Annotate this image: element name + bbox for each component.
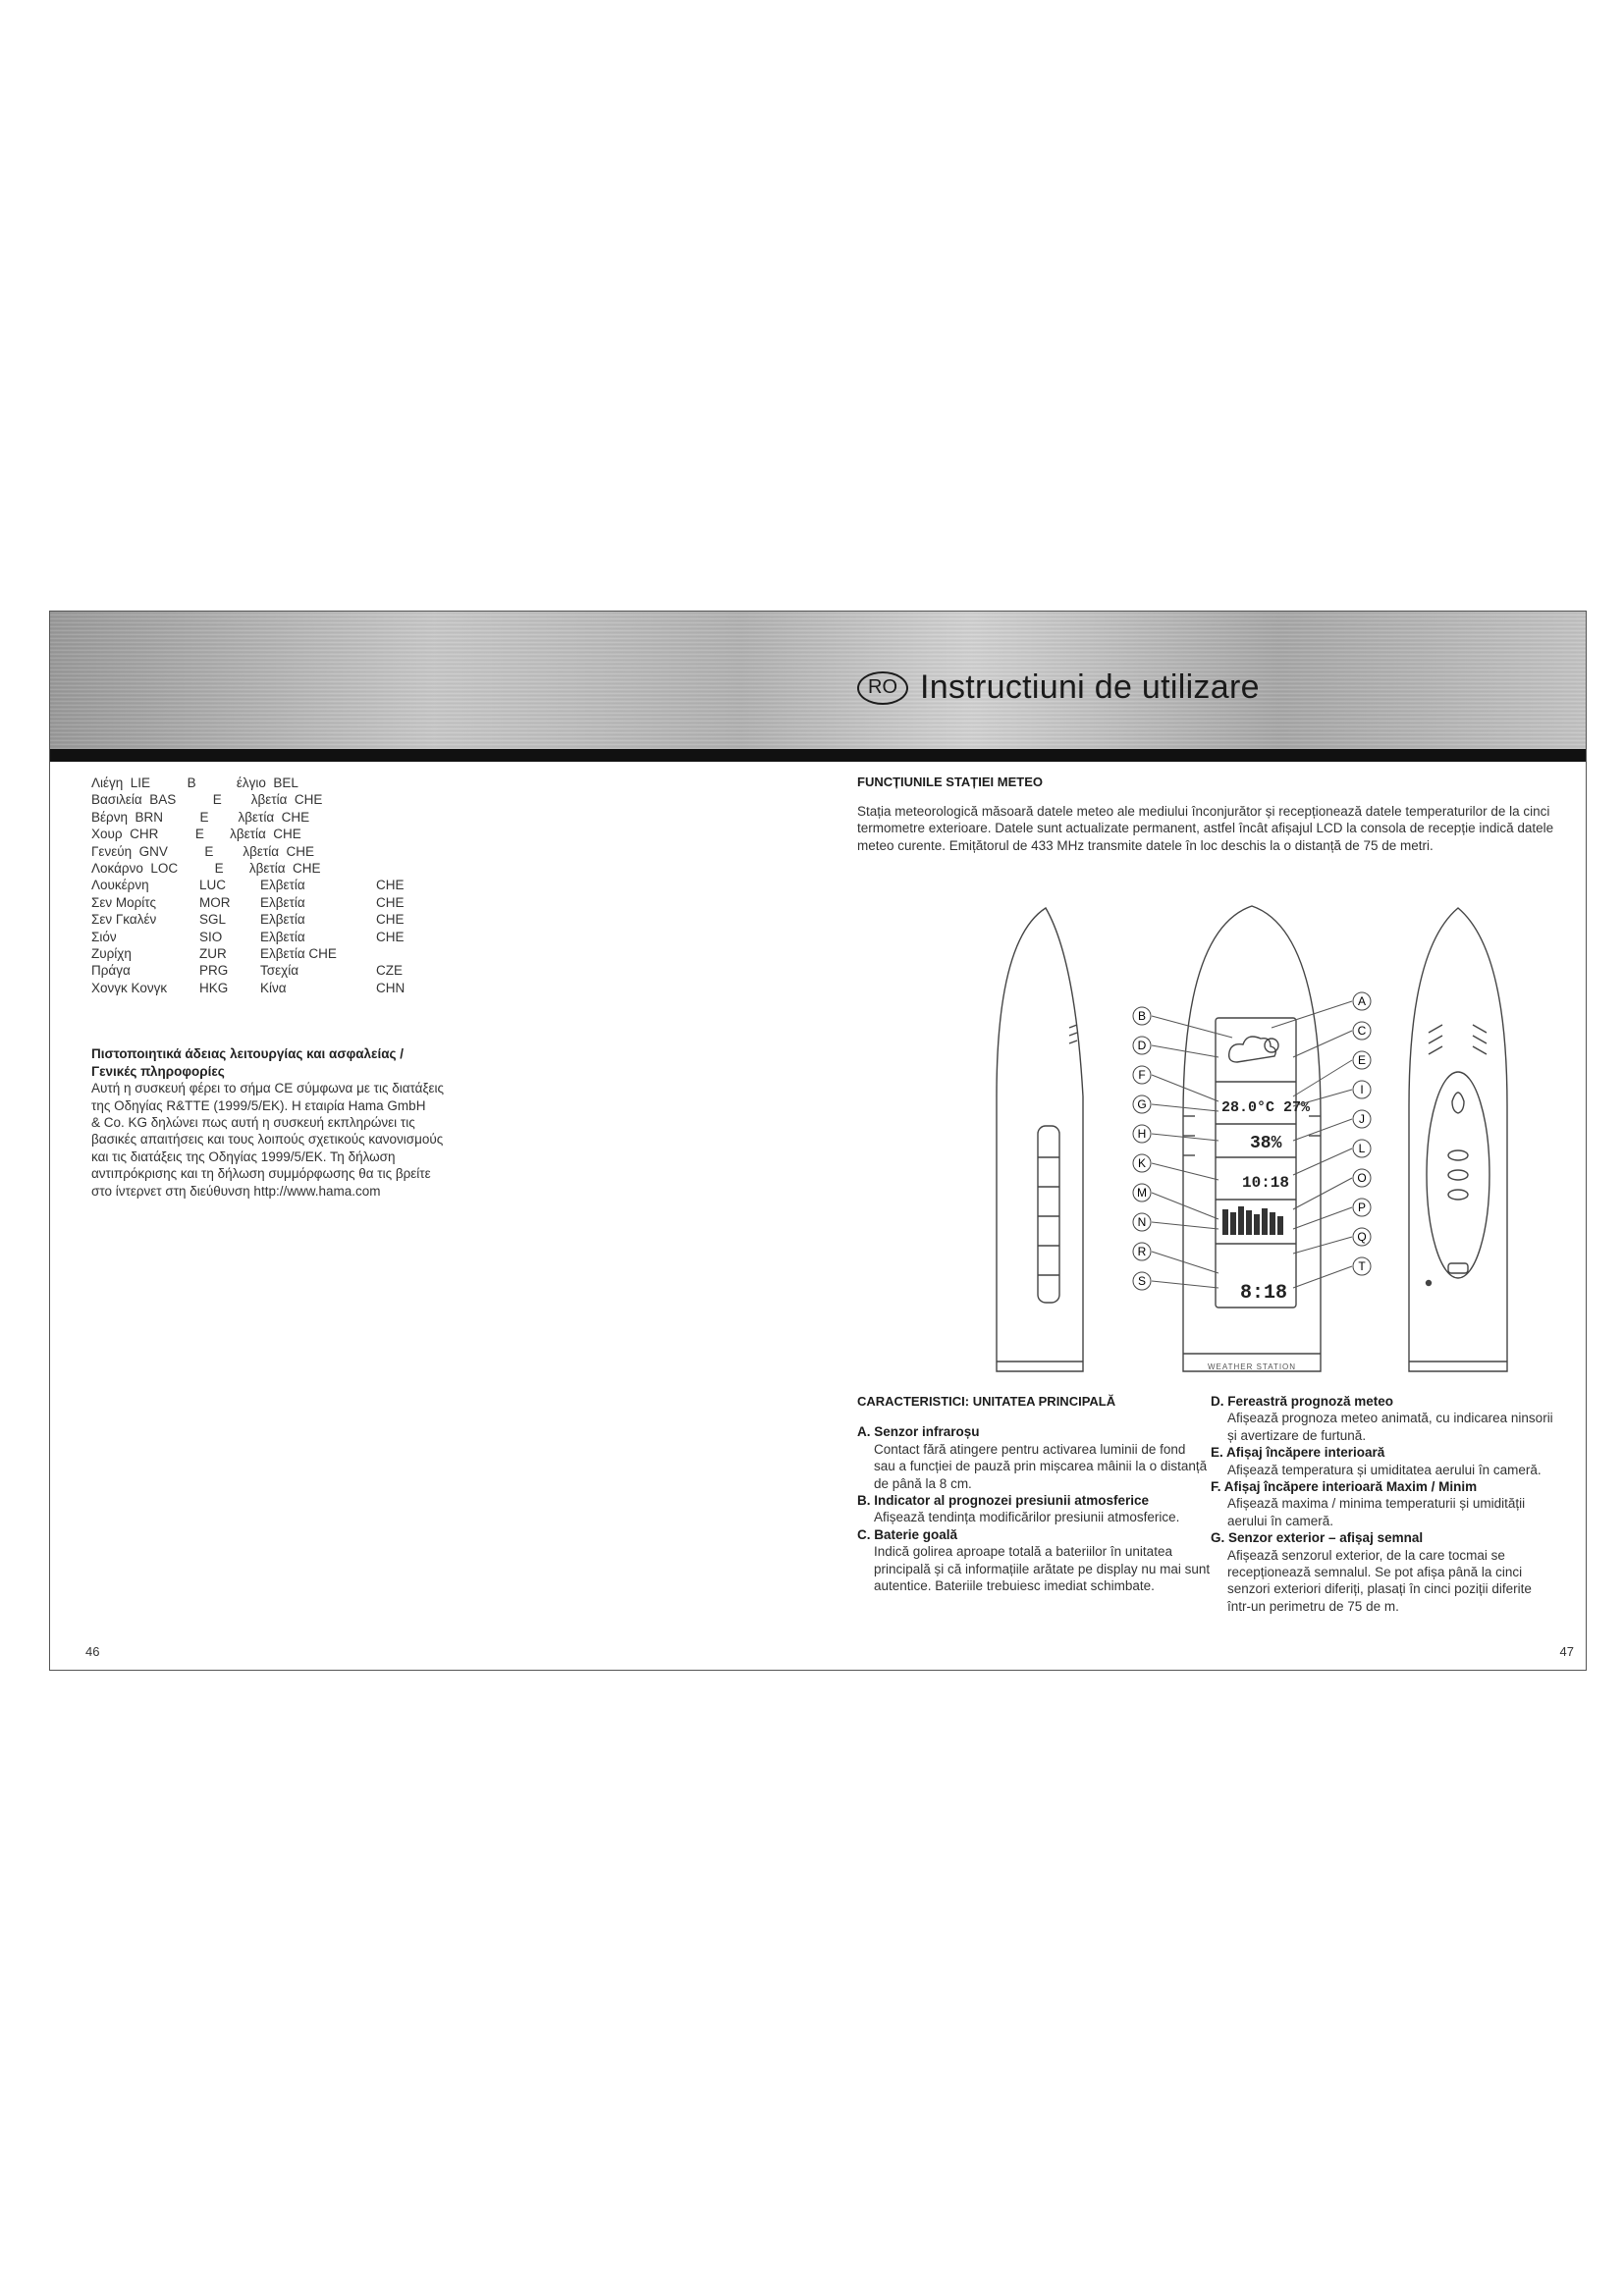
city-iso: CHE — [376, 894, 405, 910]
city-country: Ελβετία — [260, 912, 305, 928]
cert-heading-line-1: Πιστοποιητικά άδειας λειτουργίας και ασφαλείας / — [91, 1046, 405, 1062]
specs-right-column — [1211, 1393, 1554, 1615]
spec-item-text: Afișează prognoza meteo animată, cu indicarea ninsorii — [1227, 1411, 1553, 1426]
city-name: Λουκέρνη — [91, 878, 149, 893]
cert-text-line: & Co. KG δηλώνει πως αυτή η συσκευή εκπληρώνει τις — [91, 1114, 415, 1130]
cert-heading-line-2: Γενικές πληροφορίες — [91, 1063, 225, 1079]
callout-label: R — [1137, 1245, 1147, 1258]
section-title: FUNCȚIUNILE STAȚIEI METEO — [857, 774, 1043, 789]
callout-label: K — [1137, 1156, 1147, 1170]
callout-label: G — [1137, 1097, 1147, 1111]
spec-item-text: de până la 8 cm. — [874, 1475, 972, 1491]
spec-item-title: D. Fereastră prognoză meteo — [1211, 1394, 1394, 1409]
spec-item-title: A. Senzor infraroșu — [857, 1424, 980, 1440]
spec-item-text: Afișează tendința modificărilor presiunii atmosferice. — [874, 1510, 1180, 1525]
city-iso: CZE — [376, 963, 403, 979]
city-name: Σεν Μορίτς — [91, 894, 156, 910]
specs-left-column — [857, 1393, 1211, 1615]
city-row — [91, 962, 445, 979]
city-row — [91, 911, 445, 928]
certification-section — [91, 1045, 445, 1200]
city-iso: CHE — [376, 929, 405, 944]
city-country: Τσεχία — [260, 963, 299, 979]
city-country: Κίνα — [260, 980, 287, 995]
city-row — [91, 877, 445, 893]
cert-text-line: και τις διατάξεις της Οδηγίας 1999/5/ΕΚ. Τη δήλωση — [91, 1148, 396, 1164]
cert-text-line: στο ίντερνετ στη διεύθυνση http://www.hama.com — [91, 1183, 381, 1199]
spec-item-text: senzori exteriori diferiți, plasați în cinci poziții diferite — [1227, 1581, 1532, 1597]
callout-label: Q — [1357, 1230, 1367, 1244]
callout-label: D — [1137, 1039, 1147, 1052]
city-iso: CHE — [376, 912, 405, 928]
city-list — [91, 774, 445, 996]
page-number-left: 46 — [85, 1644, 100, 1659]
header-divider — [50, 749, 1586, 762]
side-view-body — [997, 908, 1083, 1371]
city-row-shifted: Βέρνη BRN E λβετία CHE — [91, 809, 310, 825]
spec-item-title: F. Afișaj încăpere interioară Maxim / Minim — [1211, 1479, 1478, 1495]
callout-label: N — [1137, 1215, 1147, 1229]
city-code: SGL — [199, 912, 227, 928]
city-code: PRG — [199, 963, 229, 979]
intro-paragraph — [857, 803, 1554, 854]
back-view-body — [1409, 908, 1507, 1371]
lcd-screen — [1216, 1018, 1296, 1308]
spec-item-text: Afișează senzorul exterior, de la care tocmai se — [1227, 1547, 1505, 1563]
intro-line: Stația meteorologică măsoară datele meteo ale mediului înconjurător și recepționează datele temperaturilor de la cinci — [857, 804, 1550, 819]
city-code: HKG — [199, 980, 229, 995]
left-page — [91, 774, 445, 1200]
weather-station-figure — [938, 900, 1556, 1381]
spec-item-text: sau a funcției de pauză prin mișcarea mâinii la o distanță — [874, 1459, 1208, 1474]
callout-label: M — [1137, 1186, 1147, 1200]
back-button — [1448, 1170, 1468, 1180]
spec-item-text: aerului în cameră. — [1227, 1513, 1334, 1528]
city-row — [91, 980, 445, 996]
right-page — [857, 774, 1554, 1614]
spec-item-text: într-un perimetru de 75 de m. — [1227, 1598, 1399, 1614]
city-row — [91, 929, 445, 945]
city-row — [91, 894, 445, 911]
intro-line: termometre exterioare. Datele sunt actualizate permanent, astfel încât afișajul LCD la consola de recepție indică datele — [857, 821, 1554, 836]
city-row-shifted: Χουρ CHR E λβετία CHE — [91, 827, 301, 842]
city-code: MOR — [199, 894, 231, 910]
city-country: Ελβετία CHE — [260, 946, 337, 962]
city-name: Σιόν — [91, 929, 117, 944]
spec-item-text: recepționează semnalul. Se pot afișa până la cinci — [1227, 1565, 1523, 1580]
spec-item-title: E. Afișaj încăpere interioară — [1211, 1445, 1385, 1461]
city-row-shifted: Λιέγη LIE B έλγιο BEL — [91, 775, 298, 790]
lcd-clock-readout: 8:18 — [1240, 1282, 1288, 1305]
city-name: Σεν Γκαλέν — [91, 912, 157, 928]
cert-text-line: της Οδηγίας R&TTE (1999/5/ΕΚ). Η εταιρία Hama GmbH — [91, 1097, 426, 1113]
header-banner — [50, 612, 1586, 749]
callout-label: O — [1357, 1171, 1367, 1185]
spec-item-text: Contact fără atingere pentru activarea luminii de fond — [874, 1441, 1186, 1457]
specifications — [857, 1393, 1554, 1615]
cert-text-line: αντιπρόκρισης και τη δήλωση συμμόρφωσης θα τις βρείτε — [91, 1166, 431, 1182]
city-code: ZUR — [199, 946, 227, 962]
callout-label: I — [1360, 1083, 1364, 1096]
city-name: Ζυρίχη — [91, 946, 132, 962]
cert-text-line: Αυτή η συσκευή φέρει το σήμα CE σύμφωνα με τις διατάξεις — [91, 1081, 445, 1096]
city-country: Ελβετία — [260, 929, 305, 944]
spec-item-text: Indică golirea aproape totală a bateriilor în unitatea — [874, 1544, 1172, 1560]
city-country: Ελβετία — [260, 894, 305, 910]
callout-label: H — [1137, 1127, 1147, 1141]
spec-item-text: autentice. Bateriile trebuiesc imediat schimbate. — [874, 1578, 1155, 1594]
callout-label: L — [1358, 1142, 1366, 1155]
city-country: Ελβετία — [260, 878, 305, 893]
spec-item-title: C. Baterie goală — [857, 1526, 958, 1542]
city-name: Πράγα — [91, 963, 131, 979]
spec-item-text: și avertizare de furtună. — [1227, 1427, 1367, 1443]
side-view-buttons — [1038, 1126, 1059, 1303]
callout-label: T — [1358, 1259, 1366, 1273]
callout-label: S — [1137, 1274, 1147, 1288]
back-compartment — [1427, 1072, 1489, 1278]
city-iso: CHN — [376, 980, 406, 995]
city-iso: CHE — [376, 878, 405, 893]
city-iso — [376, 945, 415, 962]
callout-label: J — [1359, 1112, 1365, 1126]
lcd-time-readout: 10:18 — [1242, 1174, 1290, 1192]
city-row-shifted: Λοκάρνο LOC E λβετία CHE — [91, 861, 321, 877]
spec-item-title: G. Senzor exterior – afișaj semnal — [1211, 1530, 1424, 1546]
city-name: Χονγκ Κονγκ — [91, 980, 168, 995]
spec-item-text: principală și că informațiile arătate pe display nu mai sunt — [874, 1561, 1211, 1576]
header-title-group — [857, 668, 1260, 707]
callout-label: P — [1357, 1201, 1367, 1214]
intro-line: meteo curente. Emițătorul de 433 MHz transmite datele în loc deschis la o distanță de 75 de metri. — [857, 837, 1434, 853]
cert-text-line: βασικές απαιτήσεις και τους λοιπούς σχετικούς κανονισμούς — [91, 1132, 444, 1148]
manual-spread — [49, 611, 1587, 1671]
language-badge: RO — [857, 671, 908, 705]
specs-title: CARACTERISTICI: UNITATEA PRINCIPALĂ — [857, 1394, 1116, 1409]
spec-item-title: B. Indicator al prognozei presiunii atmosferice — [857, 1493, 1150, 1509]
city-code: SIO — [199, 929, 223, 944]
city-row-shifted: Γενεύη GNV E λβετία CHE — [91, 843, 315, 859]
spec-item-text: Afișează maxima / minima temperaturii și umidității — [1227, 1496, 1526, 1512]
callout-label: F — [1138, 1068, 1146, 1082]
page-number-right: 47 — [1559, 1644, 1574, 1659]
lcd-humidity-readout: 38% — [1250, 1134, 1282, 1153]
callout-label: C — [1357, 1024, 1367, 1038]
city-row — [91, 945, 445, 962]
page-title: Instructiuni de utilizare — [920, 668, 1260, 706]
callout-label: B — [1137, 1009, 1147, 1023]
weather-station-drawing — [938, 900, 1556, 1381]
city-row-shifted: Βασιλεία BAS E λβετία CHE — [91, 792, 323, 808]
callout-label: E — [1357, 1053, 1367, 1067]
city-code: LUC — [199, 878, 227, 893]
back-button — [1448, 1150, 1468, 1160]
lcd-temp-readout: 28.0°C 27% — [1221, 1099, 1311, 1116]
callout-label: A — [1357, 994, 1367, 1008]
spec-item-text: Afișează temperatura și umiditatea aerului în cameră. — [1227, 1462, 1542, 1477]
lcd-bar-graph — [1222, 1206, 1283, 1235]
device-label: WEATHER STATION — [1207, 1362, 1297, 1371]
back-button — [1448, 1190, 1468, 1200]
cloud-icon — [1229, 1037, 1276, 1062]
sun-icon — [1265, 1039, 1278, 1052]
